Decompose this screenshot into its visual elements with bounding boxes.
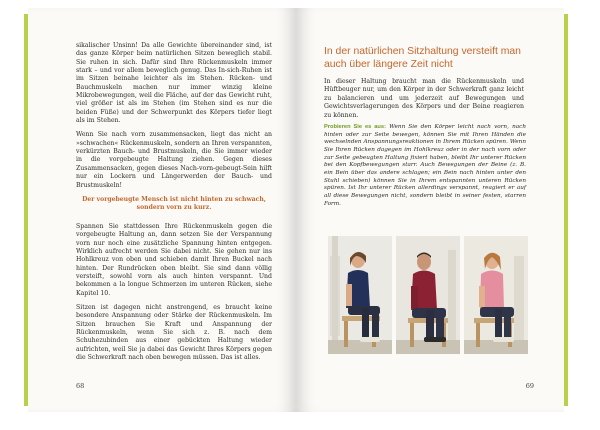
- sitting-woman-pink-photo: [464, 236, 528, 354]
- left-page: [28, 8, 296, 412]
- sitting-woman-photo: [328, 236, 392, 354]
- tip-text: Wenn Sie den Körper leicht nach vorn, nach hinten oder zur Seite bewegen, können Sie mit Ihren Händen die wechselnden Anspannungsreaktionen in Ihrem Rücken spüren. Wenn Sie Ihren Rücken dagegen im Hohlkreuz oder in der nach vorn oder zur Seite gebeugten Haltung fixiert haben, bleibt Ihr unterer Rücken bei den Kopfbewegungen starr. Auch Bewegungen der Beine (z. B. ein Bein über das andere schlagen; ein Bein nach hinten unter den Stuhl schieben) können Sie in Ihrem entspannten unteren Rücken spüren. Ist Ihr unterer Rücken allerdings verspannt, reagiert er auf all diese Bewegungen nicht, sondern bleibt in seiner festen, starren Form.: [324, 124, 526, 207]
- left-paragraph: Spannen Sie stattdessen Ihre Rückenmuskeln gegen die vorgebeugte Haltung an, dann setzen Sie der Verspannung vorn nur noch eine zusätzliche Spannung hinten entgegen. Wirklich aufrecht werden Sie dabei nicht. Sie gehen nur ins Hohlkreuz von oben und schieben damit Ihren Buckel nach hinten. Der Rundrücken oben bleibt. Sie sind dann völlig versteift, sowohl vorn als auch hinten verspannt. Und bekommen a la longue Schmerzen im unteren Rücken, siehe Kapitel 10.: [76, 222, 272, 297]
- sitting-man-photo: [396, 236, 460, 354]
- photo-strip: [328, 236, 528, 354]
- open-book: [28, 8, 564, 412]
- left-body-text: [76, 42, 272, 368]
- section-heading: In der natürlichen Sitzhaltung versteift man auch über längere Zeit nicht: [324, 46, 521, 70]
- right-paragraph: In dieser Haltung braucht man die Rückenmuskeln und Hüftbeuger nur, um den Körper in der Schwerkraft ganz leicht zu balancieren und um jederzeit auf Bewegungen und Gewichtsverlagerungen des Körpers und der Beine reagieren zu können.: [324, 78, 524, 119]
- pull-quote: Der vorgebeugte Mensch ist nicht hinten zu schwach, sondern vorn zu kurz.: [82, 195, 266, 212]
- tip-label: Probieren Sie es aus:: [324, 124, 386, 130]
- tip-box: [324, 124, 526, 208]
- page-number-left: 68: [76, 382, 85, 390]
- left-paragraph: sikalischer Unsinn! Da alle Gewichte übereinander sind, ist das ganze Körper beim natürlichen Sitzen beweglich stabil. Sie ruhen in sich. Dafür sind Ihre Rückenmuskeln immer stark – und vor allem beweglich genug. Das In-sich-Ruhen ist im Sitzen beinahe leichter als im Stehen. Rücken- und Bauchmuskeln machen nur immer winzig kleine Mikrobewegungen, weil die Fläche, auf der das Gewicht ruht, viel größer ist als im Stehen (im Stehen sind es nur die beiden Füße) und der Schwerpunkt des Körpers tiefer liegt als im Stehen.: [76, 42, 272, 125]
- left-paragraph: Sitzen ist dagegen nicht anstrengend, es braucht keine besondere Anspannung oder Stärke der Rückenmuskeln. Im Sitzen brauchen Sie Kraft und Anspannung der Rückenmuskeln, wenn Sie sich z. B. nach dem Schuhezubinden aus einer gebückten Haltung wieder aufrichten, weil Sie ja dabei das Gewicht Ihres Körpers gegen die Schwerkraft nach oben bewegen müssen. Das ist alles.: [76, 303, 272, 361]
- right-page: [296, 8, 564, 412]
- left-paragraph: Wenn Sie nach vorn zusammensacken, liegt das nicht an »schwachen« Rückenmuskeln, sondern an Ihren verspannten, verkürzten Bauch- und Brustmuskeln, die Sie immer wieder in die vorgebeugte Haltung ziehen. Gegen dieses Zusammensacken, gegen dieses Nach-vorn-gebeugt-Sein hilft nur ein Lockern und Längerwerden der Bauch- und Brustmuskeln!: [76, 131, 272, 189]
- page-number-right: 69: [525, 382, 534, 390]
